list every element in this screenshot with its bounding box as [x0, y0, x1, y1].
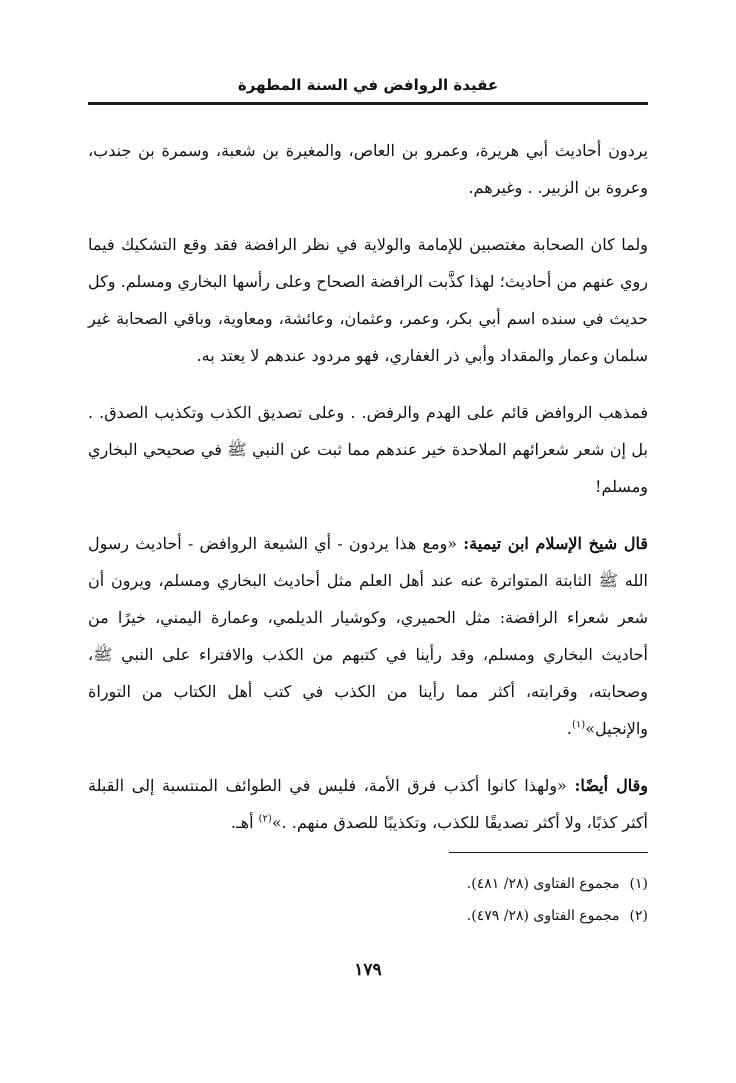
paragraph-5-tail: أهـ. [230, 813, 259, 832]
page-number: ١٧٩ [354, 960, 382, 980]
footnote-2-number: (٢) [629, 908, 648, 924]
paragraph-4-tail: . [566, 719, 572, 738]
body-text [88, 132, 648, 841]
footnote-2 [88, 900, 648, 932]
paragraph-4-lead: قال شيخ الإسلام ابن تيمية: [463, 534, 649, 553]
paragraph-5-lead: وقال أيضًا: [574, 776, 649, 795]
paragraph-2-text: ولما كان الصحابة مغتصبين للإمامة والولاية في نظر الرافضة فقد وقع التشكيك فيما روي عنهم من أحاديث؛ لهذا كذَّبت الرافضة الصحاح وعلى رأسها البخاري ومسلم. وكل حديث في سنده اسم أبي بكر، وعمر، وعثمان، وعائشة، ومعاوية، وباقي الصحابة غير سلمان وعمار والمقداد وأبي ذر الغفاري، فهو مردود عندهم لا يعتد به. [88, 235, 648, 365]
running-header: عقيدة الروافض في السنة المطهرة [237, 76, 499, 94]
footnote-1-number: (١) [629, 876, 648, 892]
footnote-ref-1[interactable]: (١) [572, 719, 586, 731]
paragraph-3 [88, 394, 648, 505]
footnotes [88, 868, 648, 932]
paragraph-5 [88, 767, 648, 841]
paragraph-1-text: يردون أحاديث أبي هريرة، وعمرو بن العاص، والمغيرة بن شعبة، وسمرة بن جندب، وعروة بن الزبير. . وغيرهم. [88, 141, 648, 197]
footnote-rule [449, 852, 648, 853]
header-rule [88, 102, 648, 105]
paragraph-5-text: «ولهذا كانوا أكذب فرق الأمة، فليس في الطوائف المنتسبة إلى القبلة أكثر كذبًا، ولا أكثر تصديقًا للكذب، وتكذيبًا للصدق منهم. .» [88, 776, 648, 832]
paragraph-4-text: «ومع هذا يردون - أي الشيعة الروافض - أحاديث رسول الله ﷺ الثابتة المتواترة عنه عند أهل العلم مثل أحاديث البخاري ومسلم، ويرون أن شعر شعراء الرافضة: مثل الحميري، وكوشيار الديلمي، وعمارة اليمني، خيرًا من أحاديث البخاري ومسلم، وقد رأينا في كتبهم من الكذب والافتراء على النبي ﷺ، وصحابته، وقرابته، أكثر مما رأينا من الكذب في كتب أهل الكتاب من التوراة والإنجيل» [88, 534, 649, 738]
paragraph-4 [88, 525, 648, 747]
footnote-1 [88, 868, 648, 900]
footnote-1-text: مجموع الفتاوى (٢٨/ ٤٨١). [466, 876, 620, 892]
footnote-2-text: مجموع الفتاوى (٢٨/ ٤٧٩). [466, 908, 620, 924]
paragraph-3-text: فمذهب الروافض قائم على الهدم والرفض. . وعلى تصديق الكذب وتكذيب الصدق. . بل إن شعر شعرائهم الملاحدة خير عندهم مما ثبت عن النبي ﷺ في صحيحي البخاري ومسلم! [88, 403, 648, 496]
paragraph-2 [88, 226, 648, 374]
paragraph-1 [88, 132, 648, 206]
footnote-ref-2[interactable]: (٢) [258, 813, 272, 825]
